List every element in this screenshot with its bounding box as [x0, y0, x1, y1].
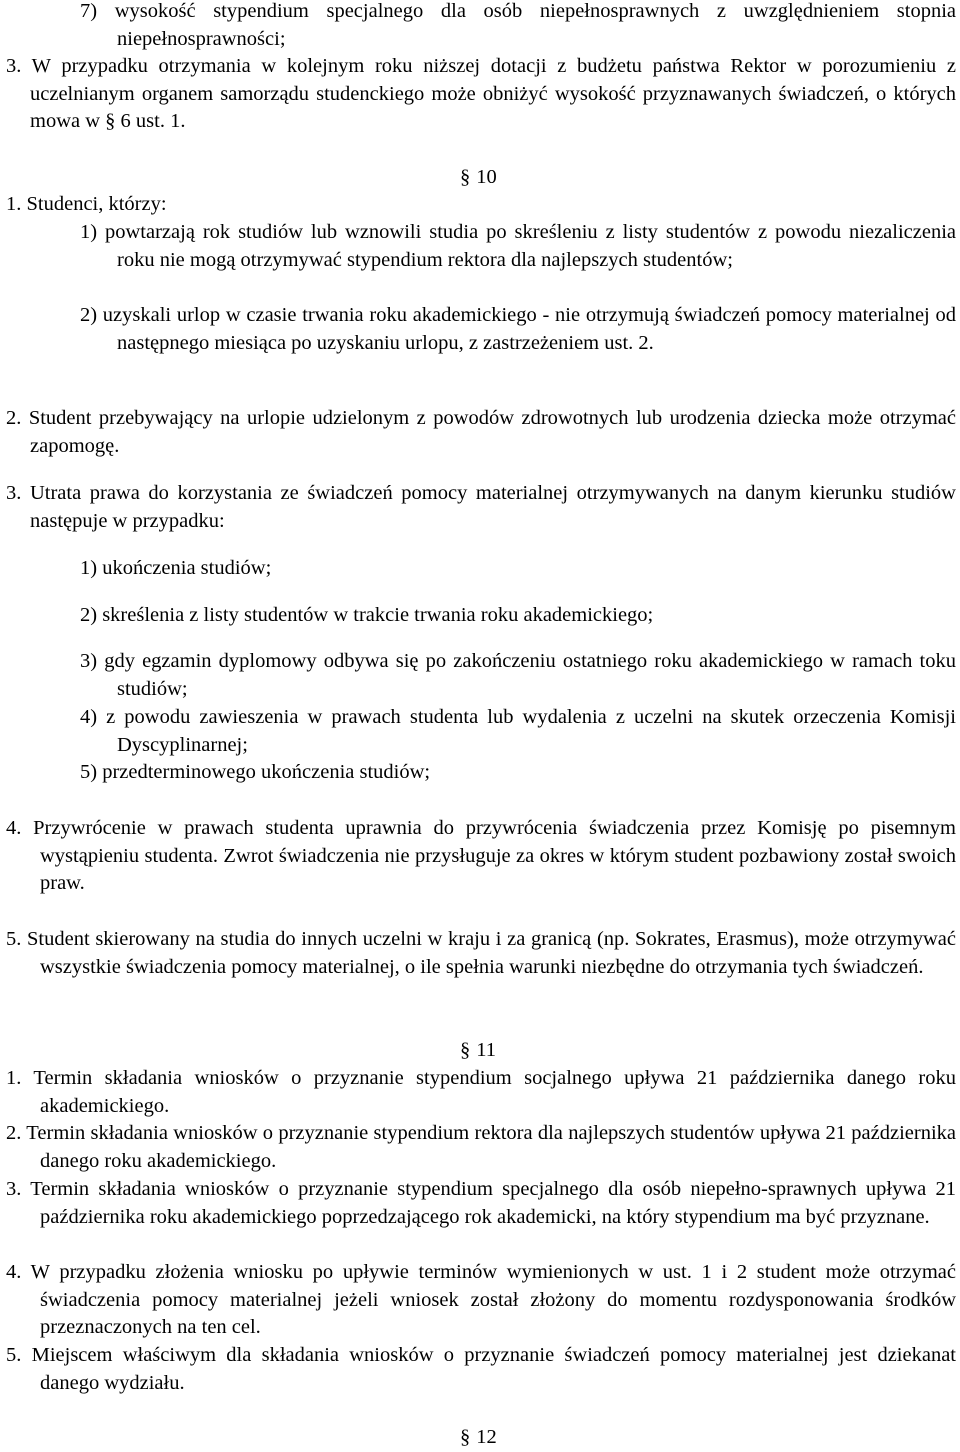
s11-paragraph-3: 3. Termin składania wniosków o przyznanie stypendium specjalnego dla osób niepełno-sprawnych upływa 21 października roku akademickiego poprzedzającego rok akademicki, na który stypendium ma być przyznane.	[6, 1178, 956, 1228]
s10-paragraph-4: 4. Przywrócenie w prawach studenta uprawnia do przywrócenia świadczenia przez Komisję po pisemnym wystąpieniu studenta. Zwrot świadczenia nie przysługuje za okres w którym student pozbawiony został swoich praw.	[6, 817, 956, 895]
paragraph-3-top: 3. W przypadku otrzymania w kolejnym roku niższej dotacji z budżetu państwa Rektor w porozumieniu z uczelnianym organem samorządu studenckiego może obniżyć wysokość przyznawanych świadczeń, o których mowa w § 6 ust. 1.	[6, 55, 956, 133]
s10-p3-item-4: 4) z powodu zawieszenia w prawach studenta lub wydalenia z uczelni na skutek orzeczenia Komisji Dyscyplinarnej;	[80, 706, 956, 756]
section-sign: §	[460, 166, 471, 188]
section-number: 10	[476, 166, 497, 188]
s11-paragraph-4: 4. W przypadku złożenia wniosku po upływie terminów wymienionych w ust. 1 i 2 student może otrzymać świadczenia pomocy materialnej jeżeli wniosek został złożony do momentu rozdysponowania środków przeznaczonych na ten cel.	[6, 1261, 956, 1339]
s10-p3-item-5: 5) przedterminowego ukończenia studiów;	[80, 761, 431, 783]
s10-paragraph-1-lead: 1. Studenci, którzy:	[6, 193, 167, 215]
section-number: 12	[476, 1426, 497, 1448]
s10-p1-item-2: 2) uzyskali urlop w czasie trwania roku akademickiego - nie otrzymują świadczeń pomocy materialnej od następnego miesiąca po uzyskaniu urlopu, z zastrzeżeniem ust. 2.	[80, 304, 956, 354]
s11-paragraph-1: 1. Termin składania wniosków o przyznanie stypendium socjalnego upływa 21 października danego roku akademickiego.	[6, 1067, 956, 1117]
section-heading-11	[460, 1037, 496, 1065]
s10-paragraph-3-lead: 3. Utrata prawa do korzystania ze świadczeń pomocy materialnej otrzymywanych na danym kierunku studiów następuje w przypadku:	[6, 482, 956, 532]
s10-p1-item-1: 1) powtarzają rok studiów lub wznowili studia po skreśleniu z listy studentów z powodu niezaliczenia roku nie mogą otrzymywać stypendium rektora dla najlepszych studentów;	[80, 221, 956, 271]
s10-paragraph-2: 2. Student przebywający na urlopie udzielonym z powodów zdrowotnych lub urodzenia dziecka może otrzymać zapomogę.	[6, 407, 956, 457]
section-heading-12	[460, 1424, 497, 1452]
s10-p3-item-3: 3) gdy egzamin dyplomowy odbywa się po zakończeniu ostatniego roku akademickiego w ramach toku studiów;	[80, 650, 956, 700]
section-heading-10	[460, 164, 497, 192]
s11-paragraph-5: 5. Miejscem właściwym dla składania wniosków o przyznanie świadczeń pomocy materialnej jest dziekanat danego wydziału.	[6, 1344, 956, 1394]
s10-paragraph-5: 5. Student skierowany na studia do innych uczelni w kraju i za granicą (np. Sokrates, Erasmus), może otrzymywać wszystkie świadczenia pomocy materialnej, o ile spełnia warunki niezbędne do otrzymania tych świadczeń.	[6, 928, 956, 978]
s10-p3-item-1: 1) ukończenia studiów;	[80, 557, 272, 579]
s11-paragraph-2: 2. Termin składania wniosków o przyznanie stypendium rektora dla najlepszych studentów upływa 21 października danego roku akademickiego.	[6, 1122, 956, 1172]
s10-p3-item-2: 2) skreślenia z listy studentów w trakcie trwania roku akademickiego;	[80, 604, 654, 626]
section-sign: §	[460, 1039, 471, 1061]
list-item-7: 7) wysokość stypendium specjalnego dla osób niepełnosprawnych z uwzględnieniem stopnia niepełnosprawności;	[80, 0, 956, 50]
section-number: 11	[476, 1039, 496, 1061]
section-sign: §	[460, 1426, 471, 1448]
